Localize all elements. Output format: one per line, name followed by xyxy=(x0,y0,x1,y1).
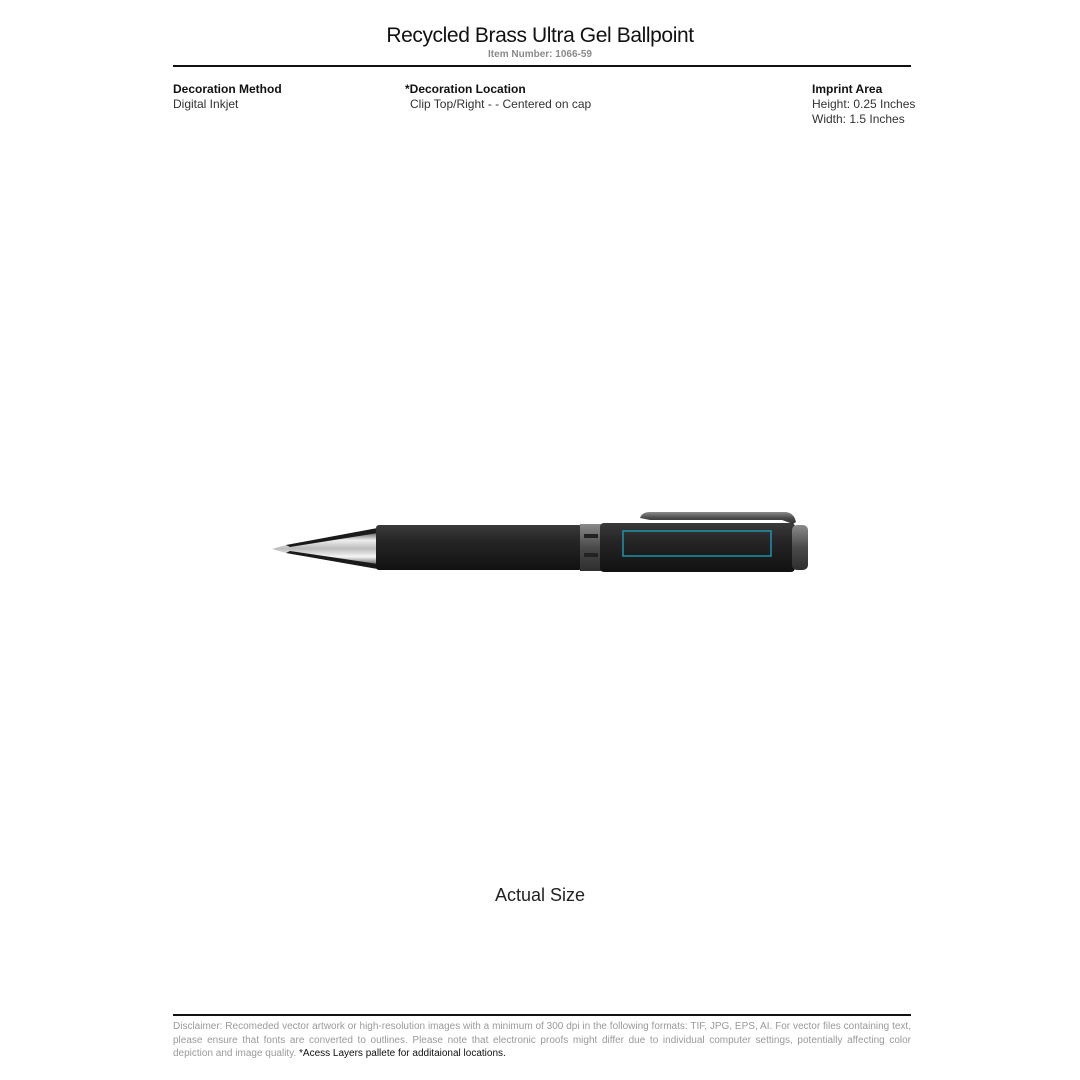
disclaimer-text: Disclaimer: Recomeded vector artwork or high-resolution images with a minimum of 300 dpi in the following formats: TIF, JPG, EPS, AI. For vector files containing text, please ensure that fonts are converted to outlines. Please note that electronic proofs might differ due to individual computer settings, potentially affecting color depiction and image quality. xyxy=(173,1021,911,1059)
imprint-area-label: Imprint Area xyxy=(812,82,883,96)
pen-barrel xyxy=(376,525,582,570)
item-number: Item Number: 1066-59 xyxy=(488,49,592,60)
ballpoint-pen-illustration xyxy=(270,508,815,578)
decoration-method-value: Digital Inkjet xyxy=(173,97,239,111)
decoration-location-section xyxy=(405,82,591,112)
imprint-width-value: Width: 1.5 Inches xyxy=(812,112,905,126)
pen-end-cap xyxy=(792,525,808,570)
imprint-area-section xyxy=(812,82,915,127)
disclaimer xyxy=(173,1020,911,1061)
header-divider xyxy=(173,65,911,67)
product-title: Recycled Brass Ultra Gel Ballpoint xyxy=(386,24,694,47)
imprint-height-value: Height: 0.25 Inches xyxy=(812,97,916,111)
decoration-method-label: Decoration Method xyxy=(173,82,282,96)
pen-clip xyxy=(640,512,796,524)
decoration-location-value: Clip Top/Right - - Centered on cap xyxy=(410,97,592,111)
layers-note: *Acess Layers pallete for additaional locations. xyxy=(299,1048,506,1059)
decoration-method-section xyxy=(173,82,282,112)
pen-center-ring xyxy=(580,524,602,571)
footer-divider xyxy=(173,1014,911,1016)
actual-size-label: Actual Size xyxy=(494,885,586,905)
decoration-location-label: *Decoration Location xyxy=(405,82,526,96)
